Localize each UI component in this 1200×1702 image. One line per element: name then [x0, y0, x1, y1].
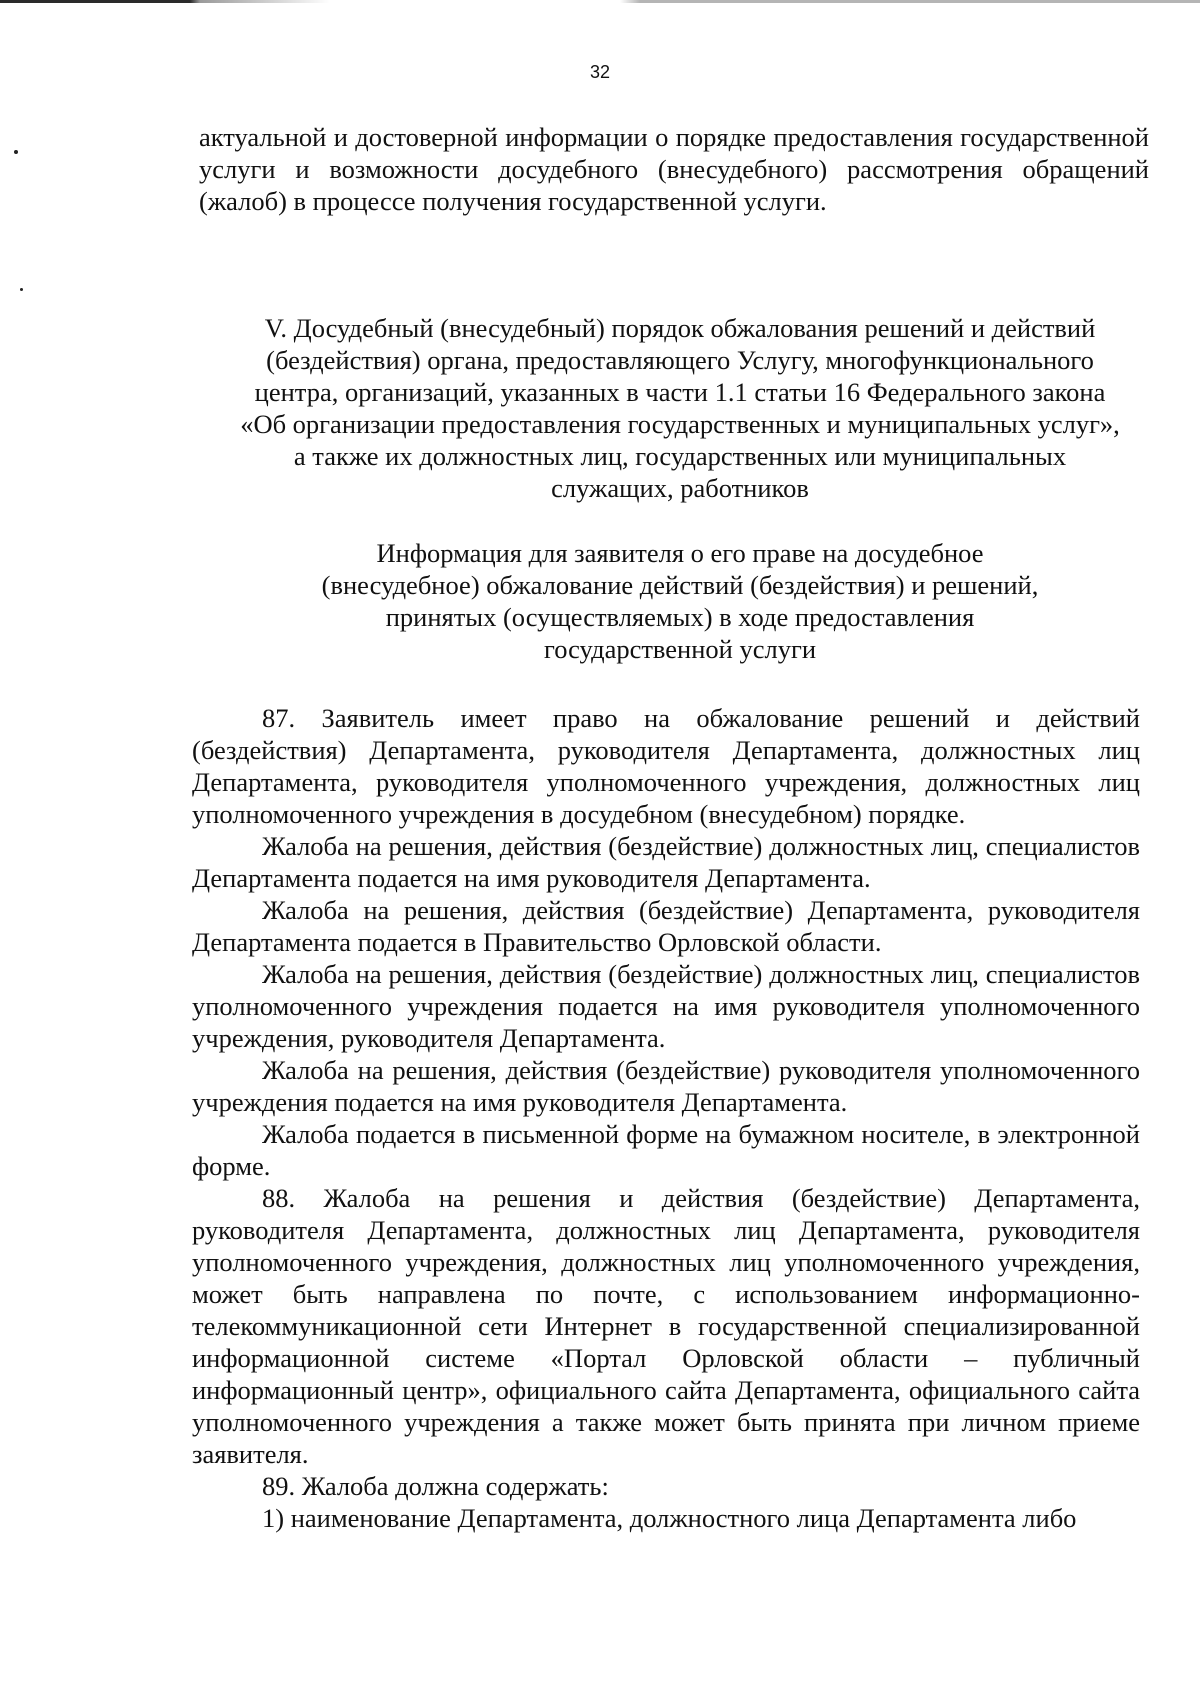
scan-edge-artifact [0, 0, 1200, 3]
paragraph: Жалоба на решения, действия (бездействие) Департамента, руководителя Департамента подается в Правительство Орловской области. [192, 895, 1140, 957]
section-heading-line: (бездействия) органа, предоставляющего Услугу, многофункционального [266, 345, 1094, 375]
paragraph: Жалоба на решения, действия (бездействие) должностных лиц, специалистов Департамента подается на имя руководителя Департамента. [192, 831, 1140, 893]
body-text [192, 702, 1140, 1534]
paragraph: 89. Жалоба должна содержать: [262, 1471, 609, 1501]
paragraph: Жалоба на решения, действия (бездействие) руководителя уполномоченного учреждения подается на имя руководителя Департамента. [192, 1055, 1140, 1117]
paragraph: 1) наименование Департамента, должностного лица Департамента либо [262, 1503, 1077, 1533]
section-heading [185, 312, 1175, 504]
subheading [215, 537, 1145, 665]
section-heading-line: «Об организации предоставления государственных и муниципальных услуг», [240, 409, 1120, 439]
subheading-line: принятых (осуществляемых) в ходе предоставления [385, 602, 975, 632]
paragraph: 87. Заявитель имеет право на обжалование решений и действий (бездействия) Департамента, руководителя Департамента, должностных лиц Департамента, руководителя уполномоченного учреждения, должностных лиц уполномоченного учреждения в досудебном (внесудебном) порядке. [192, 703, 1140, 829]
page-number: 32 [589, 62, 611, 82]
scan-speck [14, 150, 18, 154]
subheading-line: государственной услуги [543, 634, 817, 664]
paragraph: 88. Жалоба на решения и действия (бездействие) Департамента, руководителя Департамента, должностных лиц Департамента, руководителя уполномоченного учреждения, должностных лиц уполномоченного учреждения, может быть направлена по почте, с использованием информационно-телекоммуникационной сети Интернет в государственной специализированной информационной системе «Портал Орловской области – публичный информационный центр», официального сайта Департамента, официального сайта уполномоченного учреждения а также может быть принята при личном приеме заявителя. [192, 1183, 1140, 1469]
intro-text: актуальной и достоверной информации о порядке предоставления государственной услуги и возможности досудебного (внесудебного) рассмотрения обращений (жалоб) в процессе получения государственной услуги. [199, 122, 1149, 216]
paragraph: Жалоба на решения, действия (бездействие) должностных лиц, специалистов уполномоченного учреждения подается на имя руководителя уполномоченного учреждения, руководителя Департамента. [192, 959, 1140, 1053]
section-heading-line: служащих, работников [551, 473, 809, 503]
section-heading-line: а также их должностных лиц, государственных или муниципальных [293, 441, 1067, 471]
section-heading-line: V. Досудебный (внесудебный) порядок обжалования решений и действий [264, 313, 1096, 343]
subheading-line: (внесудебное) обжалование действий (бездействия) и решений, [321, 570, 1039, 600]
section-heading-line: центра, организаций, указанных в части 1.1 статьи 16 Федерального закона [254, 377, 1106, 407]
subheading-line: Информация для заявителя о его праве на досудебное [376, 538, 984, 568]
intro-paragraph [199, 121, 1149, 217]
paragraph: Жалоба подается в письменной форме на бумажном носителе, в электронной форме. [192, 1119, 1140, 1181]
scan-speck [20, 288, 23, 291]
